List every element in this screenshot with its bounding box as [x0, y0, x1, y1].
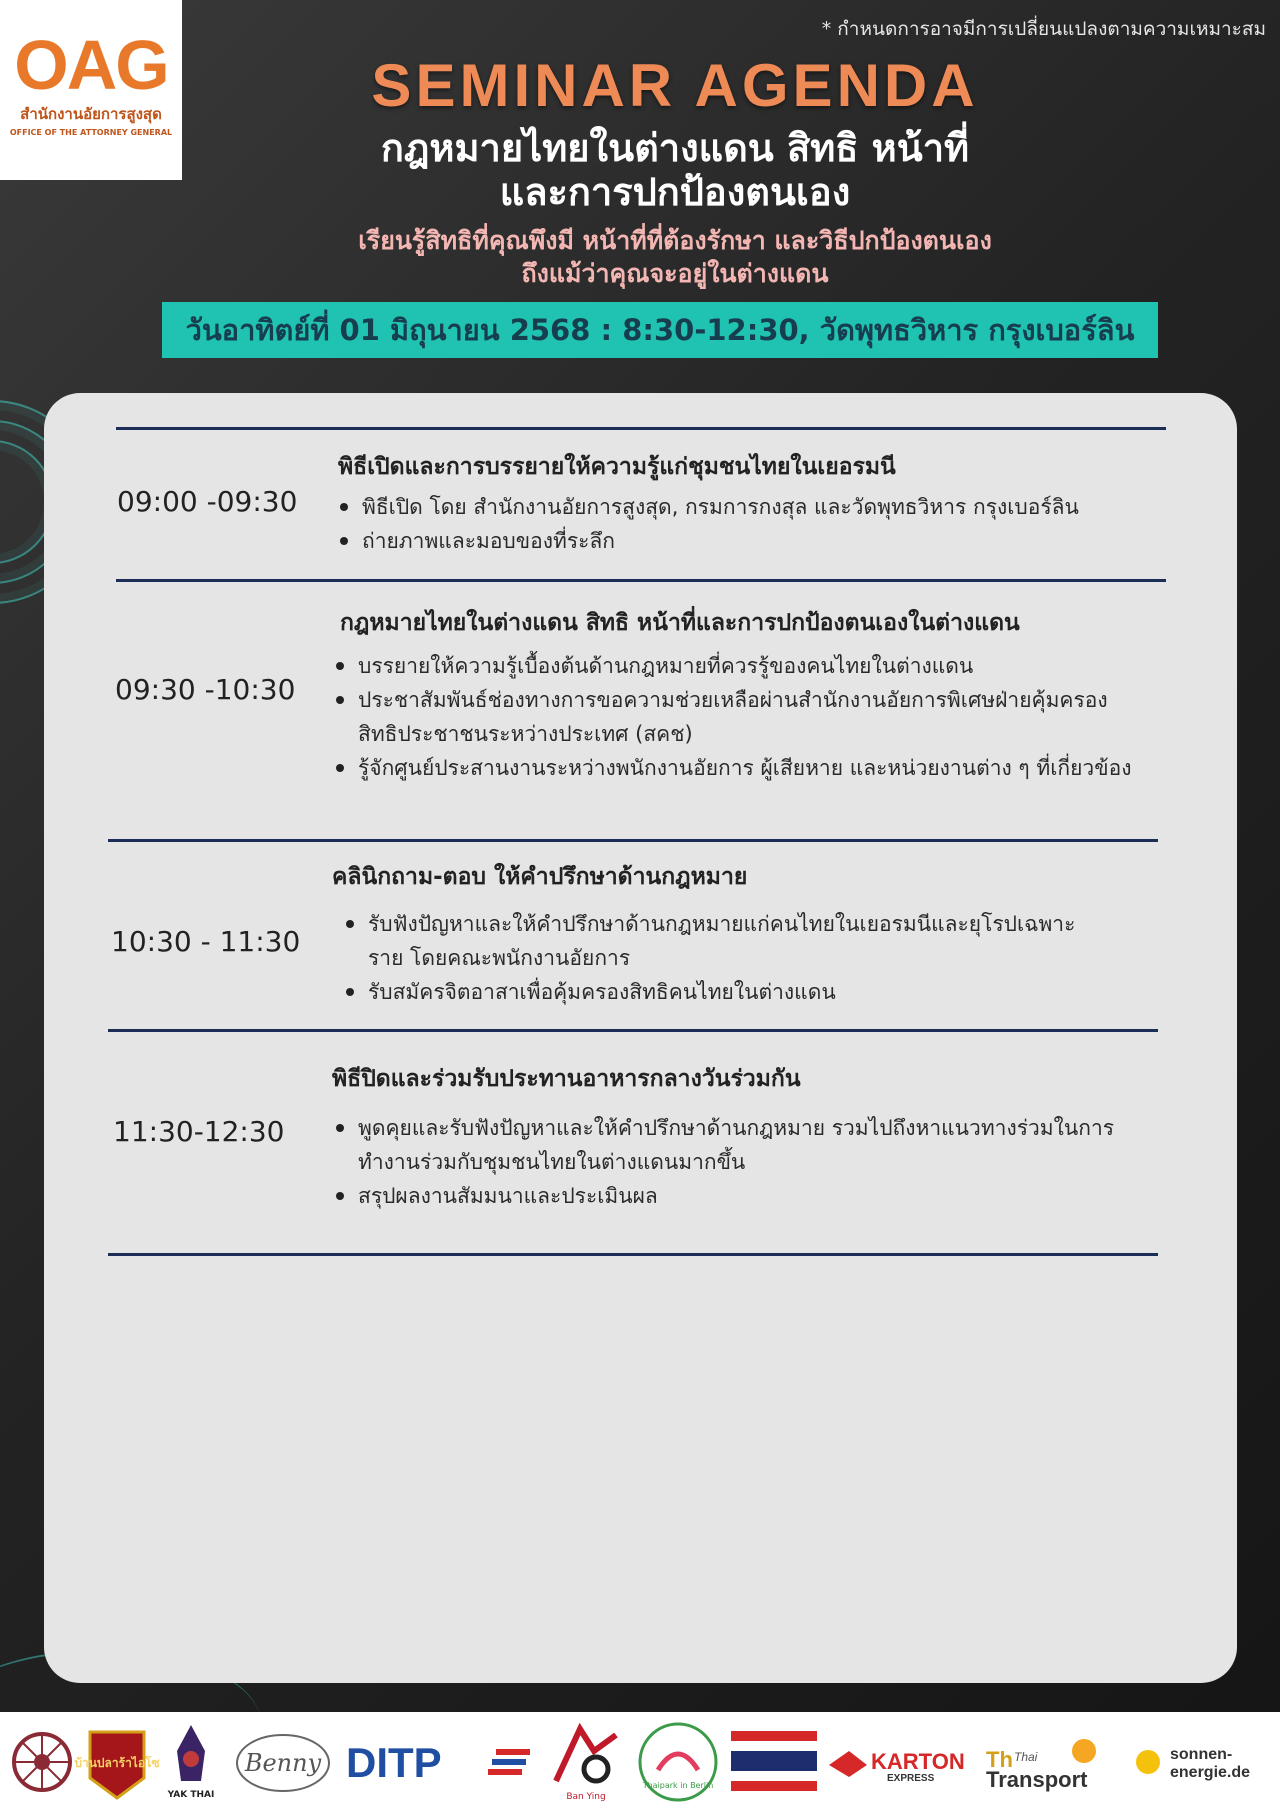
karton-sub-label: EXPRESS — [887, 1772, 935, 1784]
session-title: พิธีปิดและร่วมรับประทานอาหารกลางวันร่วมกัน — [332, 1066, 801, 1092]
session-bullets — [332, 1111, 1132, 1213]
tagline-line-2: ถึงแม้ว่าคุณจะอยู่ในต่างแดน — [521, 259, 829, 288]
list-item: ถ่ายภาพและมอบของที่ระลึก — [336, 524, 1196, 558]
oag-logo-thai-name: สำนักงานอัยการสูงสุด — [20, 105, 162, 123]
session-bullets — [336, 490, 1196, 558]
oag-logo-english-name: OFFICE OF THE ATTORNEY GENERAL — [9, 128, 173, 137]
divider — [108, 839, 1158, 842]
notice: * กำหนดการอาจมีการเปลี่ยนแปลงตามความเหมาะสม — [821, 18, 1266, 40]
sonnen-label-1: sonnen- — [1169, 1745, 1233, 1763]
benny-label: Benny — [245, 1748, 322, 1777]
session-time: 11:30-12:30 — [113, 1115, 285, 1148]
transport-label: Transport — [985, 1766, 1087, 1792]
page-title: SEMINAR AGENDA — [371, 52, 979, 119]
yakthai-label: YAK THAI — [167, 1789, 215, 1800]
session-bullets — [342, 907, 1082, 1009]
sponsor-bar — [0, 1712, 1280, 1811]
benny-logo — [231, 1717, 335, 1807]
ditp-label: DITP — [345, 1738, 442, 1786]
banying-logo — [546, 1717, 626, 1807]
agenda-card — [44, 393, 1237, 1683]
transport-thai-label: Thai — [1013, 1749, 1037, 1764]
banpasa-logo — [74, 1717, 161, 1807]
list-item: รู้จักศูนย์ประสานงานระหว่างพนักงานอัยการ ผู้เสียหาย และหน่วยงานต่าง ๆ ที่เกี่ยวข้อง — [332, 751, 1132, 785]
list-item: สรุปผลงานสัมมนาและประเมินผล — [332, 1179, 1132, 1213]
thai-flag-logo — [731, 1717, 817, 1807]
session-title: กฎหมายไทยในต่างแดน สิทธิ หน้าที่และการปกป้องตนเองในต่างแดน — [340, 610, 1020, 636]
oag-logo-mark: OAG — [14, 26, 168, 104]
yakthai-logo — [161, 1717, 221, 1807]
oag-logo — [0, 0, 182, 180]
divider — [116, 427, 1166, 430]
thai-transport-logo — [984, 1717, 1120, 1807]
divider — [108, 1253, 1158, 1256]
thaipark-label: Thaipark in Berlin — [643, 1780, 714, 1790]
karton-express-logo — [827, 1717, 973, 1807]
banpasa-label: บ้านปลาร้าไอโซ — [74, 1755, 161, 1770]
session-time: 10:30 - 11:30 — [111, 925, 301, 958]
date-banner: วันอาทิตย์ที่ 01 มิถุนายน 2568 : 8:30-12:30, วัดพุทธวิหาร กรุงเบอร์ลิน — [162, 302, 1158, 358]
subtitle — [240, 126, 1110, 214]
divider — [116, 579, 1166, 582]
subtitle-line-2: และการปกป้องตนเอง — [499, 170, 851, 214]
ditp-logo — [346, 1717, 536, 1807]
thaipark-logo — [636, 1717, 720, 1807]
banying-label: Ban Ying — [566, 1791, 606, 1802]
list-item: รับสมัครจิตอาสาเพื่อคุ้มครองสิทธิคนไทยในต่างแดน — [342, 975, 1082, 1009]
divider — [108, 1029, 1158, 1032]
sonnen-energie-logo — [1130, 1717, 1270, 1807]
session-bullets — [332, 649, 1132, 785]
list-item: พิธีเปิด โดย สำนักงานอัยการสูงสุด, กรมการกงสุล และวัดพุทธวิหาร กรุงเบอร์ลิน — [336, 490, 1196, 524]
session-title: คลินิกถาม-ตอบ ให้คำปรึกษาด้านกฎหมาย — [332, 864, 748, 890]
tagline-line-1: เรียนรู้สิทธิที่คุณพึงมี หน้าที่ที่ต้องรักษา และวิธีปกป้องตนเอง — [358, 226, 992, 255]
session-time: 09:00 -09:30 — [117, 485, 298, 518]
dharma-wheel-logo — [10, 1717, 74, 1807]
session-time: 09:30 -10:30 — [115, 673, 296, 706]
list-item: ประชาสัมพันธ์ช่องทางการขอความช่วยเหลือผ่านสำนักงานอัยการพิเศษฝ่ายคุ้มครองสิทธิประชาชนระหว่างประเทศ (สคช) — [332, 683, 1132, 751]
subtitle-line-1: กฎหมายไทยในต่างแดน สิทธิ หน้าที่ — [380, 126, 970, 170]
header — [240, 52, 1110, 290]
tagline — [240, 224, 1110, 290]
list-item: รับฟังปัญหาและให้คำปรึกษาด้านกฎหมายแก่คนไทยในเยอรมนีและยุโรปเฉพาะราย โดยคณะพนักงานอัยการ — [342, 907, 1082, 975]
list-item: พูดคุยและรับฟังปัญหาและให้คำปรึกษาด้านกฎหมาย รวมไปถึงหาแนวทางร่วมในการทำงานร่วมกับชุมชนไทยในต่างแดนมากขึ้น — [332, 1111, 1132, 1179]
sonnen-label-2: energie.de — [1169, 1763, 1250, 1781]
karton-label: KARTON — [871, 1748, 965, 1774]
list-item: บรรยายให้ความรู้เบื้องต้นด้านกฎหมายที่ควรรู้ของคนไทยในต่างแดน — [332, 649, 1132, 683]
session-title: พิธีเปิดและการบรรยายให้ความรู้แก่ชุมชนไทยในเยอรมนี — [338, 454, 896, 480]
transport-th-label: Th — [985, 1746, 1013, 1772]
